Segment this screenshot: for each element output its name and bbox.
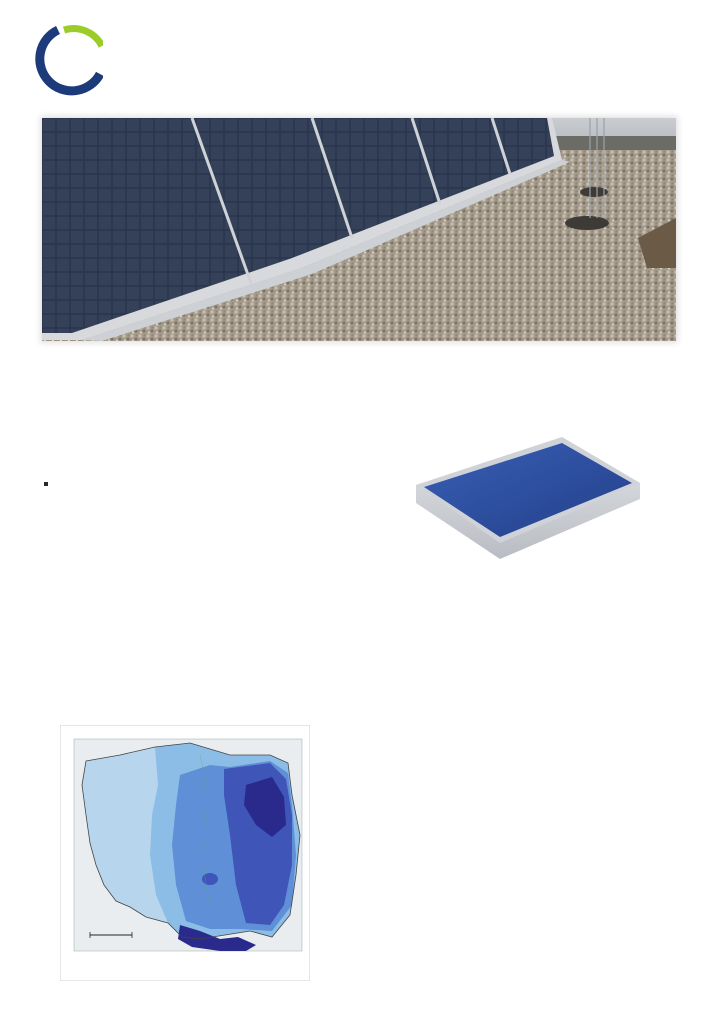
logo-mark-icon bbox=[28, 24, 103, 99]
brand-logo bbox=[28, 24, 328, 99]
frost-days-map bbox=[60, 725, 310, 981]
solar-panels-photo bbox=[42, 118, 676, 341]
bullet-icon bbox=[44, 482, 48, 486]
eu-flag-image bbox=[410, 433, 642, 563]
